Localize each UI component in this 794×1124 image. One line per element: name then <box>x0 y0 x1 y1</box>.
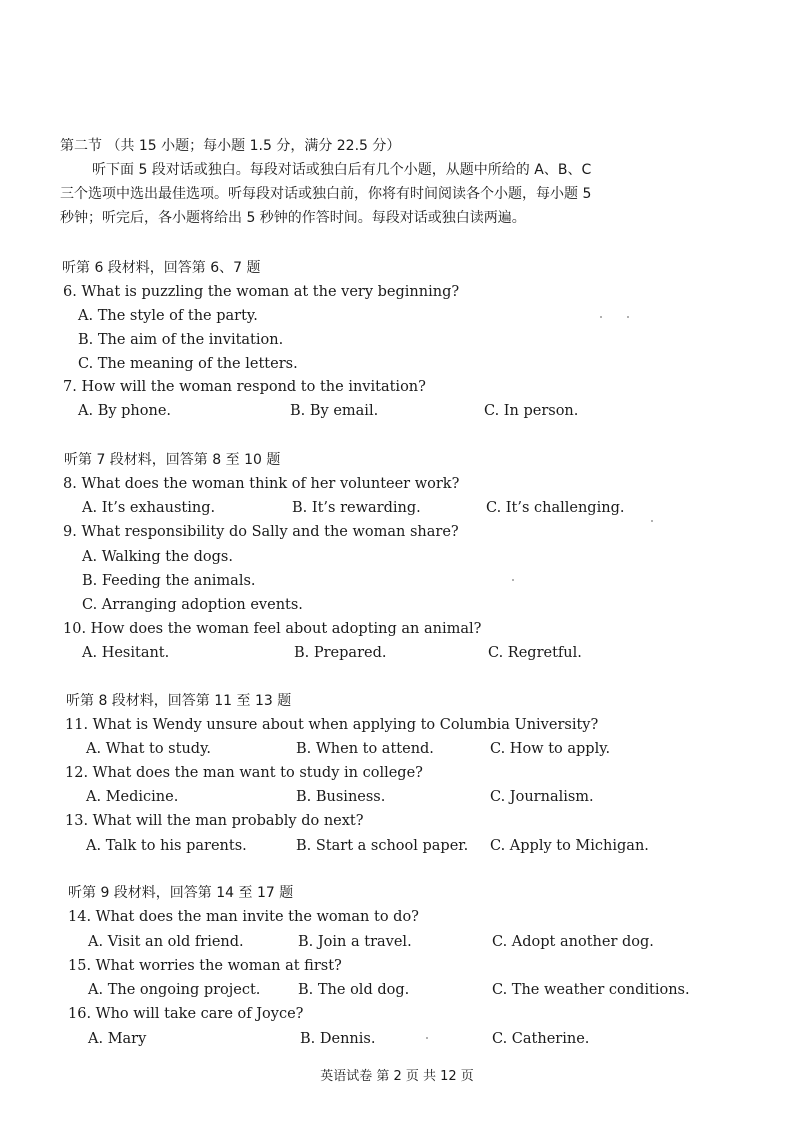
option-c: C. The weather conditions. <box>492 982 690 998</box>
question-stem: 6. What is puzzling the woman at the very beginning? <box>63 284 460 300</box>
option-a: A. Hesitant. <box>82 645 170 661</box>
instruction-line: 听下面 5 段对话或独白。每段对话或独白后有几个小题，从题中所给的 A、B、C <box>92 162 592 178</box>
option-b: B. Prepared. <box>294 645 387 661</box>
group-title: 听第 6 段材料，回答第 6、7 题 <box>62 260 261 276</box>
question-stem: 8. What does the woman think of her volunteer work? <box>63 476 460 492</box>
question-stem: 9. What responsibility do Sally and the woman share? <box>63 524 459 540</box>
option-a: A. Mary <box>88 1031 147 1047</box>
option-a: A. Medicine. <box>86 789 179 805</box>
scan-speck <box>651 520 653 522</box>
scan-speck <box>627 316 629 318</box>
option-c: C. How to apply. <box>490 741 611 757</box>
option-a: A. The style of the party. <box>78 308 258 324</box>
option-b: B. The old dog. <box>298 982 410 998</box>
option-c: C. Catherine. <box>492 1031 590 1047</box>
option-b: B. By email. <box>290 403 379 419</box>
scan-speck <box>600 316 602 318</box>
option-a: A. It’s exhausting. <box>82 500 216 516</box>
option-b: B. Dennis. <box>300 1031 376 1047</box>
option-a: A. Walking the dogs. <box>82 549 233 565</box>
option-a: A. Talk to his parents. <box>86 838 247 854</box>
option-c: C. Apply to Michigan. <box>490 838 649 854</box>
option-a: A. Visit an old friend. <box>88 934 244 950</box>
option-a: A. By phone. <box>78 403 172 419</box>
option-c: C. The meaning of the letters. <box>78 356 298 372</box>
question-stem: 11. What is Wendy unsure about when applying to Columbia University? <box>65 717 599 733</box>
option-c: C. In person. <box>484 403 579 419</box>
question-stem: 14. What does the man invite the woman to do? <box>68 909 419 925</box>
question-stem: 15. What worries the woman at first? <box>68 958 342 974</box>
group-title: 听第 7 段材料，回答第 8 至 10 题 <box>64 452 281 468</box>
page-footer: 英语试卷 第 2 页 共 12 页 <box>320 1069 474 1084</box>
section-heading: 第二节 （共 15 小题；每小题 1.5 分，满分 22.5 分） <box>60 138 401 154</box>
option-b: B. Join a travel. <box>298 934 412 950</box>
scan-speck <box>512 579 514 581</box>
option-b: B. Business. <box>296 789 386 805</box>
option-c: C. It’s challenging. <box>486 500 625 516</box>
question-stem: 12. What does the man want to study in college? <box>65 765 423 781</box>
group-title: 听第 8 段材料，回答第 11 至 13 题 <box>66 693 292 709</box>
instruction-line: 三个选项中选出最佳选项。听每段对话或独白前，你将有时间阅读各个小题，每小题 5 <box>60 186 592 202</box>
question-stem: 16. Who will take care of Joyce? <box>68 1006 304 1022</box>
option-c: C. Regretful. <box>488 645 582 661</box>
option-b: B. It’s rewarding. <box>292 500 421 516</box>
instruction-line: 秒钟；听完后，各小题将给出 5 秒钟的作答时间。每段对话或独白读两遍。 <box>60 210 526 226</box>
question-stem: 7. How will the woman respond to the invitation? <box>63 379 426 395</box>
option-c: C. Adopt another dog. <box>492 934 654 950</box>
option-b: B. The aim of the invitation. <box>78 332 284 348</box>
option-b: B. When to attend. <box>296 741 434 757</box>
option-c: C. Arranging adoption events. <box>82 597 303 613</box>
option-b: B. Feeding the animals. <box>82 573 256 589</box>
question-stem: 10. How does the woman feel about adopting an animal? <box>63 621 482 637</box>
option-c: C. Journalism. <box>490 789 594 805</box>
option-a: A. The ongoing project. <box>88 982 261 998</box>
option-a: A. What to study. <box>86 741 211 757</box>
group-title: 听第 9 段材料，回答第 14 至 17 题 <box>68 885 294 901</box>
option-b: B. Start a school paper. <box>296 838 469 854</box>
scan-speck <box>426 1037 428 1039</box>
question-stem: 13. What will the man probably do next? <box>65 813 364 829</box>
